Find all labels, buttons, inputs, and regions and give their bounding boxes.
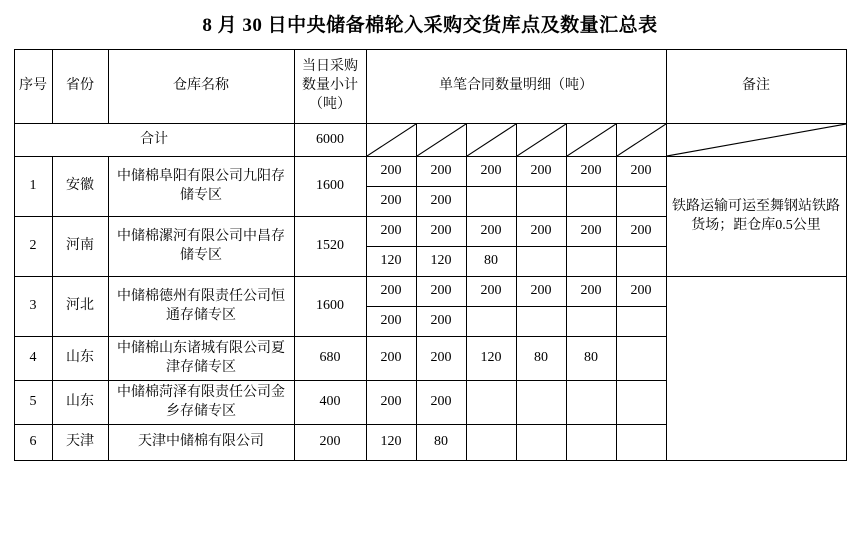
cell-daily-qty: 1600 <box>294 277 366 337</box>
cell-warehouse: 中储棉阜阳有限公司九阳存储专区 <box>108 157 294 217</box>
cell-detail-empty <box>616 337 666 381</box>
cell-detail-empty <box>516 187 566 217</box>
cell-detail-empty <box>616 187 666 217</box>
cell-detail: 80 <box>516 337 566 381</box>
slash-cell <box>416 124 466 157</box>
cell-seq: 2 <box>14 217 52 277</box>
cell-detail-empty <box>566 425 616 461</box>
cell-detail-empty <box>566 381 616 425</box>
slash-cell <box>466 124 516 157</box>
header-remark: 备注 <box>666 50 846 124</box>
cell-warehouse: 天津中储棉有限公司 <box>108 425 294 461</box>
slash-cell <box>666 124 846 157</box>
cell-detail-empty <box>516 425 566 461</box>
header-detail: 单笔合同数量明细（吨） <box>366 50 666 124</box>
cell-detail: 200 <box>416 157 466 187</box>
cell-detail-empty <box>516 381 566 425</box>
cell-detail: 120 <box>366 425 416 461</box>
slash-cell <box>516 124 566 157</box>
cell-warehouse: 中储棉德州有限责任公司恒通存储专区 <box>108 277 294 337</box>
cell-seq: 6 <box>14 425 52 461</box>
cell-daily-qty: 680 <box>294 337 366 381</box>
cell-detail: 200 <box>366 337 416 381</box>
table-row <box>14 157 846 187</box>
summary-table <box>14 49 847 461</box>
cell-daily-qty: 1520 <box>294 217 366 277</box>
slash-cell <box>616 124 666 157</box>
cell-detail: 200 <box>566 277 616 307</box>
cell-province: 天津 <box>52 425 108 461</box>
cell-detail: 200 <box>416 187 466 217</box>
cell-detail: 200 <box>516 277 566 307</box>
cell-detail: 200 <box>366 187 416 217</box>
cell-province: 山东 <box>52 381 108 425</box>
cell-daily-qty: 400 <box>294 381 366 425</box>
cell-seq: 4 <box>14 337 52 381</box>
cell-detail-empty <box>616 247 666 277</box>
cell-detail: 200 <box>516 157 566 187</box>
cell-detail-empty <box>466 307 516 337</box>
cell-detail: 200 <box>466 157 516 187</box>
cell-province: 山东 <box>52 337 108 381</box>
cell-detail: 200 <box>416 337 466 381</box>
header-warehouse: 仓库名称 <box>108 50 294 124</box>
cell-detail: 200 <box>466 217 516 247</box>
cell-detail: 200 <box>366 217 416 247</box>
cell-detail-empty <box>466 425 516 461</box>
cell-detail-empty <box>516 307 566 337</box>
cell-detail: 200 <box>616 217 666 247</box>
cell-detail: 200 <box>366 307 416 337</box>
cell-detail-empty <box>616 381 666 425</box>
slash-cell <box>566 124 616 157</box>
header-daily-qty: 当日采购数量小计（吨） <box>294 50 366 124</box>
cell-detail: 120 <box>416 247 466 277</box>
cell-detail: 200 <box>416 217 466 247</box>
cell-detail: 200 <box>366 381 416 425</box>
cell-detail: 80 <box>416 425 466 461</box>
cell-warehouse: 中储棉菏泽有限责任公司金乡存储专区 <box>108 381 294 425</box>
cell-province: 河南 <box>52 217 108 277</box>
total-label: 合计 <box>14 124 294 157</box>
cell-detail-empty <box>566 307 616 337</box>
cell-detail-empty <box>516 247 566 277</box>
cell-detail: 200 <box>466 277 516 307</box>
cell-detail: 200 <box>416 307 466 337</box>
cell-detail: 200 <box>416 277 466 307</box>
cell-detail: 200 <box>516 217 566 247</box>
cell-detail-empty <box>616 425 666 461</box>
cell-detail-empty <box>616 307 666 337</box>
cell-detail-empty <box>566 187 616 217</box>
cell-detail: 120 <box>366 247 416 277</box>
cell-detail: 200 <box>616 277 666 307</box>
cell-warehouse: 中储棉山东诸城有限公司夏津存储专区 <box>108 337 294 381</box>
cell-seq: 5 <box>14 381 52 425</box>
cell-warehouse: 中储棉漯河有限公司中昌存储专区 <box>108 217 294 277</box>
table-header-row <box>14 50 846 124</box>
cell-remark-empty <box>666 277 846 461</box>
cell-detail-empty <box>466 381 516 425</box>
slash-cell <box>366 124 416 157</box>
cell-detail: 200 <box>566 157 616 187</box>
cell-seq: 3 <box>14 277 52 337</box>
table-row <box>14 277 846 307</box>
cell-daily-qty: 1600 <box>294 157 366 217</box>
cell-detail: 200 <box>416 381 466 425</box>
cell-detail: 200 <box>566 217 616 247</box>
cell-detail: 120 <box>466 337 516 381</box>
cell-detail: 80 <box>466 247 516 277</box>
cell-province: 河北 <box>52 277 108 337</box>
cell-detail: 200 <box>366 157 416 187</box>
cell-detail: 200 <box>616 157 666 187</box>
header-province: 省份 <box>52 50 108 124</box>
page-title: 8 月 30 日中央储备棉轮入采购交货库点及数量汇总表 <box>202 15 658 36</box>
cell-seq: 1 <box>14 157 52 217</box>
header-seq: 序号 <box>14 50 52 124</box>
cell-detail-empty <box>466 187 516 217</box>
cell-remark: 铁路运输可运至舞钢站铁路货场；距仓库0.5公里 <box>666 157 846 277</box>
table-row-total <box>14 124 846 157</box>
cell-detail-empty <box>566 247 616 277</box>
cell-detail: 80 <box>566 337 616 381</box>
total-value: 6000 <box>294 124 366 157</box>
cell-province: 安徽 <box>52 157 108 217</box>
cell-daily-qty: 200 <box>294 425 366 461</box>
cell-detail: 200 <box>366 277 416 307</box>
